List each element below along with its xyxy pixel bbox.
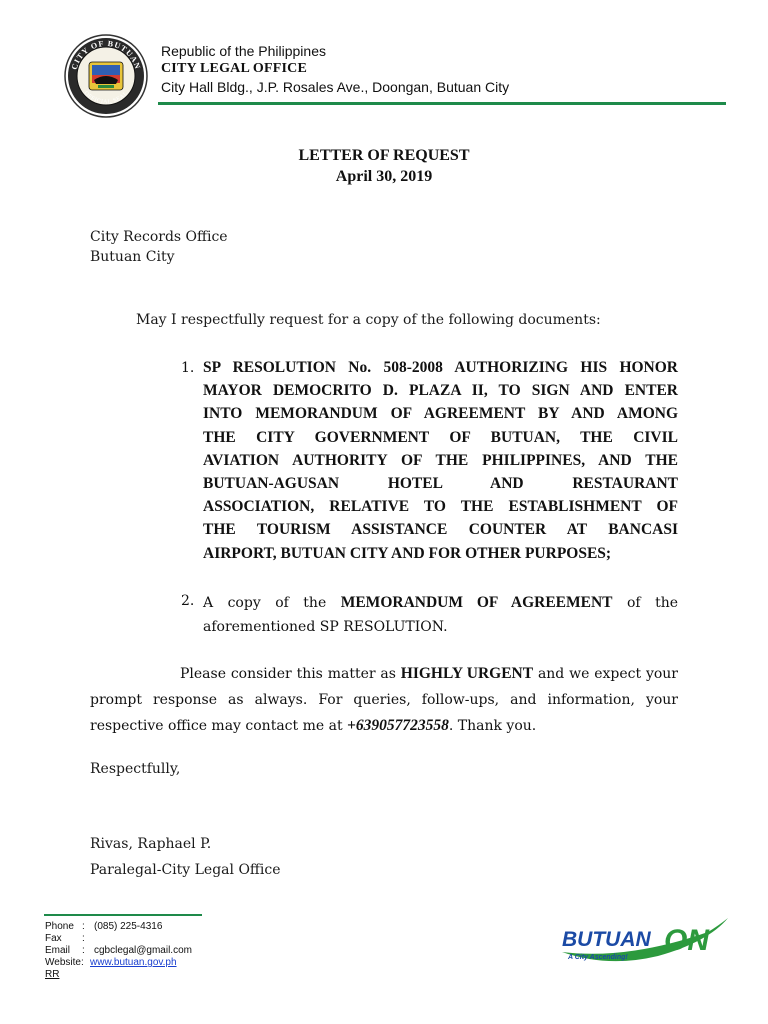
item-2-line-1 [203, 591, 678, 615]
highly-urgent-text: HIGHLY URGENT [400, 665, 534, 682]
signature-block [90, 831, 280, 883]
recipient-block [90, 227, 228, 267]
paragraph-line-2: prompt response as always. For queries, follow-ups, and information, your [90, 692, 678, 708]
para-l1-prefix: Please consider this matter as [180, 666, 401, 682]
item-2-bold: MEMORANDUM OF AGREEMENT [340, 594, 613, 611]
item-2-suffix: of the [612, 595, 678, 611]
para-l1-suffix: and we expect your [533, 666, 679, 682]
item-2-prefix: A copy of the [203, 595, 341, 611]
closing-salutation: Respectfully, [90, 761, 181, 777]
letterhead-office: CITY LEGAL OFFICE [161, 61, 308, 76]
contact-phone-number: +639057723558 [347, 717, 449, 734]
footer-email: Email : cgbclegal@gmail.com [45, 945, 192, 956]
letterhead-country: Republic of the Philippines [161, 43, 326, 59]
item-1-number: 1. [181, 360, 195, 376]
letter-title: LETTER OF REQUEST [298, 147, 470, 164]
urgency-paragraph [90, 661, 678, 739]
website-link[interactable]: www.butuan.gov.ph [90, 957, 177, 968]
para-l3-suffix: . Thank you. [448, 718, 537, 734]
item-1-line: THE TOURISM ASSISTANCE COUNTER AT BANCASI [203, 521, 678, 539]
item-2-number: 2. [181, 593, 195, 609]
item-1-line: SP RESOLUTION No. 508-2008 AUTHORIZING HIS HONOR [203, 359, 678, 376]
recipient-city: Butuan City [90, 249, 175, 265]
brand-word-on: ON [664, 924, 709, 957]
item-1-line: THE CITY GOVERNMENT OF BUTUAN, THE CIVIL [203, 428, 678, 446]
item-2-line-2: aforementioned SP RESOLUTION. [203, 619, 448, 635]
recipient-office: City Records Office [90, 229, 228, 245]
seal-text-bottom: OFFICIAL SEAL [82, 90, 130, 106]
footer-divider [44, 914, 202, 916]
brand-word-butuan: BUTUAN [562, 928, 651, 951]
paragraph-line-1 [90, 661, 678, 687]
letterhead [161, 42, 509, 96]
letterhead-address: City Hall Bldg., J.P. Rosales Ave., Doongan, Butuan City [161, 79, 510, 95]
footer-fax: Fax : [45, 933, 85, 944]
item-1-line: MAYOR DEMOCRITO D. PLAZA II, TO SIGN AND ENTER [203, 382, 678, 400]
para-l3-prefix: respective office may contact me at [90, 718, 348, 734]
city-seal-logo [64, 34, 148, 118]
item-1-text [203, 356, 678, 565]
brand-tagline: A City Ascending! [568, 954, 628, 961]
paragraph-line-3 [90, 713, 678, 739]
footer-initials: RR [45, 969, 60, 980]
header-divider [158, 102, 726, 105]
footer-website: Website: www.butuan.gov.ph [45, 957, 177, 968]
item-1-line: ASSOCIATION, RELATIVE TO THE ESTABLISHMENT OF [203, 498, 678, 516]
intro-paragraph: May I respectfully request for a copy of the following documents: [136, 312, 601, 328]
signer-title: Paralegal-City Legal Office [90, 862, 281, 878]
item-1-line: AIRPORT, BUTUAN CITY AND FOR OTHER PURPOSES; [203, 544, 612, 562]
item-1-line: BUTUAN-AGUSAN HOTEL AND RESTAURANT [203, 475, 678, 493]
footer-phone: Phone : (085) 225-4316 [45, 921, 163, 932]
footer-contact [45, 921, 192, 981]
signer-name: Rivas, Raphael P. [90, 836, 212, 852]
item-1-line: AVIATION AUTHORITY OF THE PHILIPPINES, AND THE [203, 451, 678, 469]
letter-date: April 30, 2019 [335, 168, 433, 185]
item-1-line: INTO MEMORANDUM OF AGREEMENT BY AND AMONG [203, 405, 678, 423]
item-2-text [203, 591, 678, 639]
butuan-on-logo [558, 912, 736, 972]
seal-text-top: CITY OF BUTUAN [69, 38, 143, 71]
